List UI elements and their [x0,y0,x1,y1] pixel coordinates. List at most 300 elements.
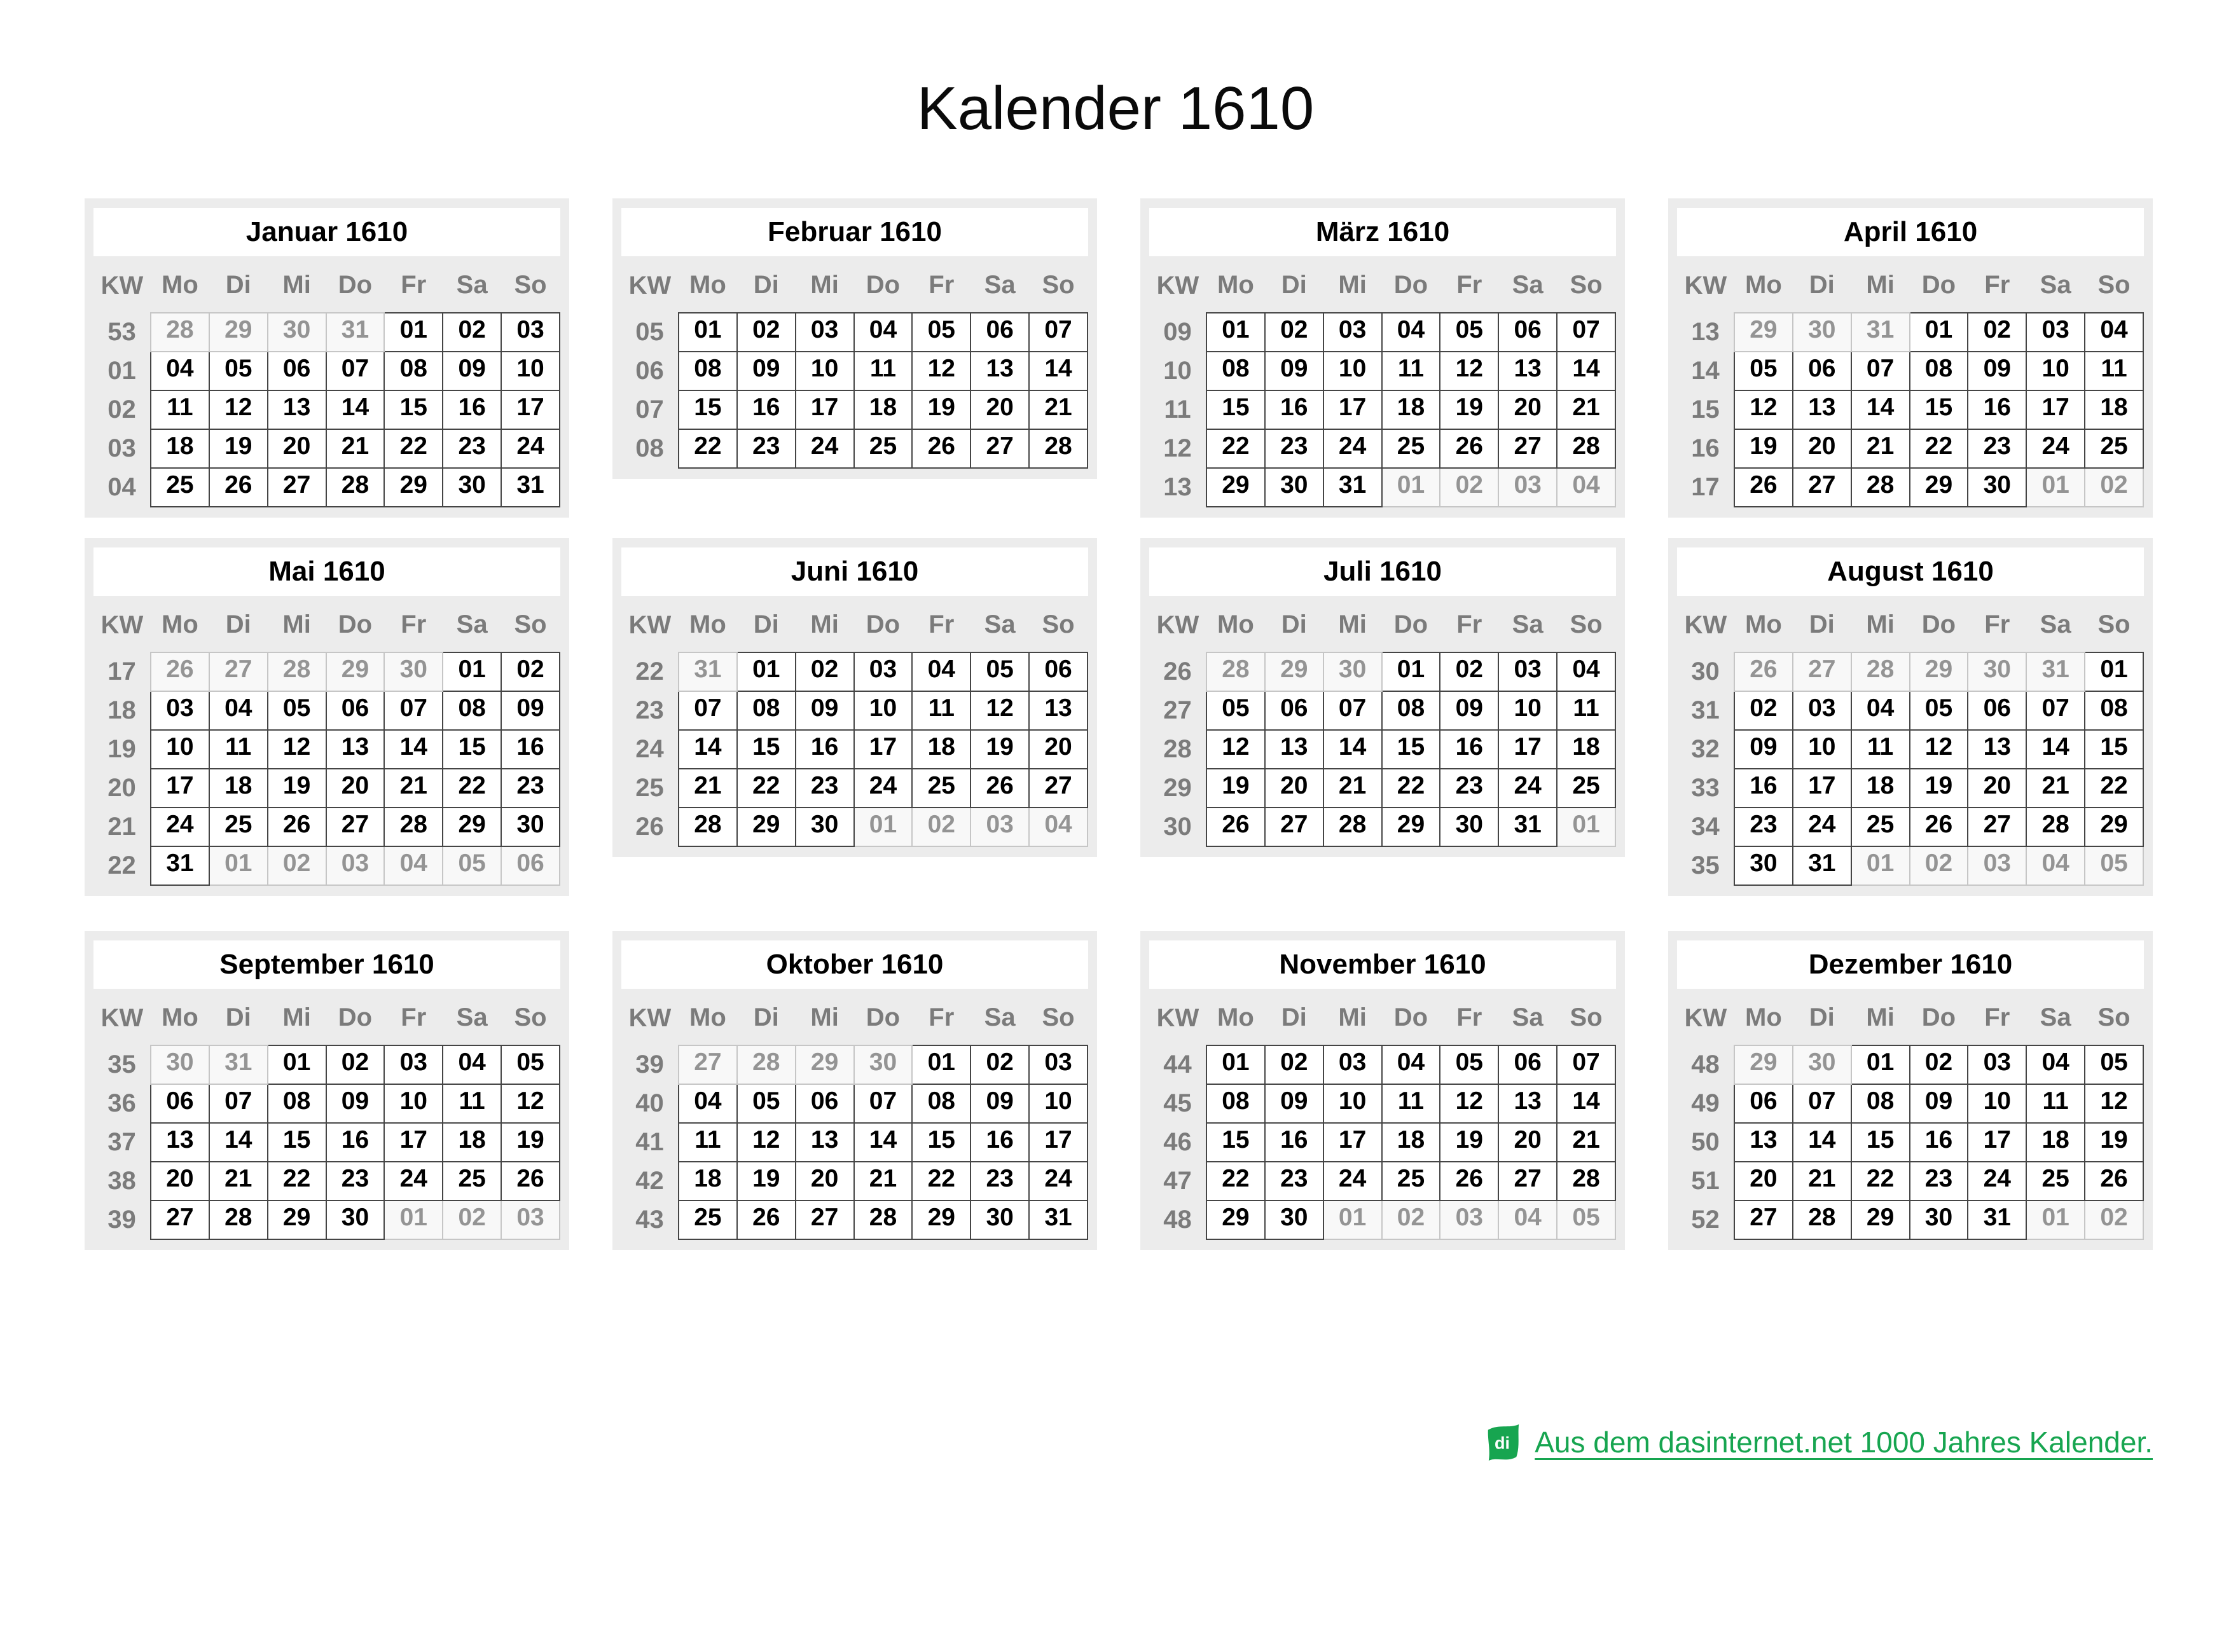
weekday-header: Mo [162,271,198,299]
day-cell: 04 [854,313,913,352]
month-table [1149,601,1616,847]
week-row [1149,769,1615,808]
day-cell: 09 [970,1084,1029,1123]
week-row [1149,1162,1615,1201]
day-cell: 12 [1910,730,1968,769]
week-row [93,652,560,691]
weekday-header: Mo [1217,1003,1254,1032]
day-cell: 20 [326,769,385,808]
day-cell: 19 [1910,769,1968,808]
kw-cell: 29 [1163,773,1192,802]
kw-cell: 27 [1163,696,1192,724]
day-cell: 13 [1734,1123,1793,1162]
day-cell: 28 [268,652,326,691]
day-cell: 05 [443,846,501,885]
weekday-header: Di [1281,610,1307,639]
day-cell: 22 [1206,429,1265,468]
day-cell: 14 [384,730,443,769]
month-table [93,994,560,1240]
day-cell: 16 [1734,769,1793,808]
day-cell: 11 [209,730,268,769]
week-row [621,1045,1088,1084]
day-cell: 22 [679,429,737,468]
day-cell: 21 [384,769,443,808]
weekday-header-row [93,261,560,313]
kw-cell: 25 [635,773,664,802]
day-cell: 13 [1968,730,2026,769]
weekday-header: Do [1393,271,1428,299]
weekday-header: Do [338,610,373,639]
weekday-header: Mo [689,610,726,639]
week-row [1677,352,2143,390]
day-cell: 05 [501,1045,560,1084]
day-cell: 03 [326,846,385,885]
month-table [1149,261,1616,507]
month-panel [1140,198,1625,518]
day-cell: 19 [268,769,326,808]
day-cell: 27 [1793,468,1851,507]
day-cell: 27 [679,1045,737,1084]
weekday-header: So [1570,610,1603,639]
footer-link[interactable]: Aus dem dasinternet.net 1000 Jahres Kalender. [1535,1426,2153,1459]
day-cell: 11 [1851,730,1910,769]
weekday-header: Sa [456,271,488,299]
day-cell: 10 [151,730,209,769]
kw-cell: 47 [1163,1166,1192,1195]
day-cell: 26 [1440,1162,1498,1201]
kw-cell: 46 [1163,1127,1192,1156]
day-cell: 01 [679,313,737,352]
day-cell: 15 [1206,1123,1265,1162]
day-cell: 25 [679,1201,737,1239]
weekday-header: Di [753,1003,779,1032]
day-cell: 12 [912,352,970,390]
day-cell: 29 [1851,1201,1910,1239]
day-cell: 29 [268,1201,326,1239]
day-cell: 07 [209,1084,268,1123]
kw-cell: 23 [635,696,664,724]
day-cell: 29 [737,808,796,846]
kw-cell: 48 [1691,1050,1720,1078]
week-row [93,1123,560,1162]
day-cell: 15 [443,730,501,769]
day-cell: 04 [1382,1045,1440,1084]
day-cell: 26 [1734,652,1793,691]
day-cell: 30 [443,468,501,507]
week-row [621,1201,1088,1239]
day-cell: 28 [1851,468,1910,507]
day-cell: 21 [209,1162,268,1201]
weekday-header: Do [1393,1003,1428,1032]
day-cell: 30 [1265,468,1323,507]
weekday-header: KW [1156,1003,1199,1032]
day-cell: 18 [1382,1123,1440,1162]
day-cell: 15 [1910,390,1968,429]
weekday-header: KW [1684,1003,1727,1032]
weekday-header: Mi [282,1003,311,1032]
day-cell: 16 [326,1123,385,1162]
day-cell: 03 [501,1201,560,1239]
weekday-header: Do [1921,610,1956,639]
day-cell: 10 [2026,352,2085,390]
day-cell: 18 [1557,730,1615,769]
weekday-header: Di [753,271,779,299]
week-row [1149,691,1615,730]
day-cell: 07 [1557,313,1615,352]
day-cell: 06 [1498,313,1557,352]
week-row [1677,691,2143,730]
weekday-header: So [1042,1003,1075,1032]
day-cell: 02 [443,313,501,352]
weekday-header: Sa [984,1003,1016,1032]
day-cell: 15 [1851,1123,1910,1162]
day-cell: 28 [384,808,443,846]
day-cell: 11 [912,691,970,730]
day-cell: 21 [1557,390,1615,429]
weekday-header: Mi [1866,1003,1895,1032]
day-cell: 03 [1323,313,1382,352]
kw-cell: 04 [107,472,136,501]
weekday-header: Fr [401,610,427,639]
day-cell: 01 [854,808,913,846]
kw-cell: 17 [1691,472,1720,501]
day-cell: 06 [970,313,1029,352]
day-cell: 15 [679,390,737,429]
day-cell: 15 [268,1123,326,1162]
weekday-header: Fr [929,1003,955,1032]
weekday-header: Mi [1338,271,1367,299]
day-cell: 30 [326,1201,385,1239]
month-panel [85,931,569,1250]
kw-cell: 11 [1164,395,1191,423]
day-cell: 08 [1206,352,1265,390]
day-cell: 19 [1440,1123,1498,1162]
day-cell: 17 [1029,1123,1088,1162]
day-cell: 26 [912,429,970,468]
day-cell: 05 [1910,691,1968,730]
weekday-header: Sa [456,1003,488,1032]
day-cell: 02 [737,313,796,352]
weekday-header: Do [338,271,373,299]
day-cell: 09 [1265,1084,1323,1123]
day-cell: 29 [443,808,501,846]
day-cell: 30 [1793,1045,1851,1084]
day-cell: 23 [1968,429,2026,468]
day-cell: 27 [1734,1201,1793,1239]
weekday-header: Sa [2040,1003,2071,1032]
day-cell: 08 [268,1084,326,1123]
day-cell: 21 [2026,769,2085,808]
day-cell: 01 [443,652,501,691]
weekday-header: Fr [1456,1003,1482,1032]
kw-cell: 38 [107,1166,136,1195]
day-cell: 01 [268,1045,326,1084]
day-cell: 21 [854,1162,913,1201]
day-cell: 07 [1029,313,1088,352]
week-row [1677,1201,2143,1239]
day-cell: 04 [443,1045,501,1084]
weekday-header: Do [1393,610,1428,639]
day-cell: 31 [1029,1201,1088,1239]
day-cell: 08 [737,691,796,730]
day-cell: 08 [1851,1084,1910,1123]
day-cell: 10 [1968,1084,2026,1123]
day-cell: 19 [209,429,268,468]
kw-cell: 22 [635,657,664,685]
day-cell: 27 [970,429,1029,468]
weekday-header-row [93,994,560,1045]
day-cell: 17 [1498,730,1557,769]
day-cell: 02 [1910,1045,1968,1084]
weekday-header: Fr [929,271,955,299]
day-cell: 28 [209,1201,268,1239]
weekday-header: Fr [1984,271,2010,299]
day-cell: 20 [796,1162,854,1201]
week-row [93,1162,560,1201]
week-row [1149,808,1615,846]
day-cell: 24 [2026,429,2085,468]
day-cell: 22 [912,1162,970,1201]
week-row [621,1162,1088,1201]
weekday-header: Fr [401,271,427,299]
day-cell: 13 [1498,352,1557,390]
day-cell: 30 [1265,1201,1323,1239]
month-table [1149,994,1616,1240]
day-cell: 04 [384,846,443,885]
day-cell: 10 [384,1084,443,1123]
day-cell: 26 [1440,429,1498,468]
month-title: Januar 1610 [93,208,560,256]
day-cell: 17 [1968,1123,2026,1162]
weekday-header: Mi [810,271,839,299]
week-row [621,730,1088,769]
day-cell: 01 [1851,1045,1910,1084]
weekday-header: Mi [1866,271,1895,299]
week-row [93,390,560,429]
day-cell: 20 [1793,429,1851,468]
weekday-header: Do [866,610,901,639]
day-cell: 03 [796,313,854,352]
weekday-header: Mi [1866,610,1895,639]
kw-cell: 26 [635,812,664,841]
day-cell: 11 [2085,352,2143,390]
kw-cell: 31 [1691,696,1720,724]
kw-cell: 01 [107,356,136,385]
kw-cell: 33 [1691,773,1720,802]
day-cell: 31 [1968,1201,2026,1239]
day-cell: 06 [1265,691,1323,730]
month-title: Juni 1610 [621,547,1088,596]
day-cell: 26 [737,1201,796,1239]
day-cell: 06 [326,691,385,730]
day-cell: 07 [2026,691,2085,730]
kw-cell: 12 [1163,434,1192,462]
day-cell: 02 [1265,1045,1323,1084]
weekday-header: Di [753,610,779,639]
day-cell: 04 [151,352,209,390]
day-cell: 27 [1968,808,2026,846]
day-cell: 24 [1323,1162,1382,1201]
day-cell: 24 [1793,808,1851,846]
week-row [93,1201,560,1239]
day-cell: 09 [1440,691,1498,730]
weekday-header: KW [1684,271,1727,299]
day-cell: 24 [1029,1162,1088,1201]
day-cell: 15 [737,730,796,769]
day-cell: 28 [1793,1201,1851,1239]
week-row [1677,769,2143,808]
day-cell: 06 [501,846,560,885]
day-cell: 22 [2085,769,2143,808]
day-cell: 12 [1206,730,1265,769]
day-cell: 27 [1265,808,1323,846]
day-cell: 31 [1498,808,1557,846]
kw-cell: 36 [107,1089,136,1117]
day-cell: 03 [1498,652,1557,691]
week-row [1677,313,2143,352]
day-cell: 12 [737,1123,796,1162]
month-title: September 1610 [93,940,560,989]
weekday-header-row [93,601,560,652]
month-table [93,261,560,507]
month-panel [1140,538,1625,857]
day-cell: 25 [151,468,209,507]
day-cell: 02 [2085,1201,2143,1239]
day-cell: 27 [1029,769,1088,808]
week-row [93,313,560,352]
kw-cell: 08 [635,434,664,462]
kw-cell: 17 [107,657,136,685]
day-cell: 01 [1206,313,1265,352]
day-cell: 05 [970,652,1029,691]
day-cell: 09 [443,352,501,390]
day-cell: 14 [1323,730,1382,769]
day-cell: 28 [326,468,385,507]
day-cell: 30 [501,808,560,846]
day-cell: 09 [326,1084,385,1123]
kw-cell: 20 [107,773,136,802]
kw-cell: 18 [107,696,136,724]
day-cell: 18 [2026,1123,2085,1162]
kw-cell: 06 [635,356,664,385]
day-cell: 25 [443,1162,501,1201]
kw-cell: 35 [107,1050,136,1078]
day-cell: 09 [1910,1084,1968,1123]
month-title: Dezember 1610 [1677,940,2144,989]
day-cell: 16 [501,730,560,769]
day-cell: 02 [268,846,326,885]
day-cell: 27 [1498,429,1557,468]
month-title: Mai 1610 [93,547,560,596]
day-cell: 19 [2085,1123,2143,1162]
day-cell: 05 [2085,846,2143,885]
day-cell: 21 [326,429,385,468]
day-cell: 04 [209,691,268,730]
week-row [1149,352,1615,390]
day-cell: 27 [209,652,268,691]
day-cell: 09 [1968,352,2026,390]
day-cell: 28 [1206,652,1265,691]
day-cell: 17 [151,769,209,808]
day-cell: 15 [1206,390,1265,429]
day-cell: 30 [1440,808,1498,846]
day-cell: 01 [1851,846,1910,885]
kw-cell: 34 [1691,812,1720,841]
day-cell: 24 [1498,769,1557,808]
weekday-header: Sa [984,610,1016,639]
day-cell: 29 [1382,808,1440,846]
kw-cell: 41 [635,1127,664,1156]
day-cell: 26 [209,468,268,507]
month-panel [1668,538,2153,896]
day-cell: 14 [1557,352,1615,390]
day-cell: 09 [737,352,796,390]
month-title: April 1610 [1677,208,2144,256]
week-row [1149,1084,1615,1123]
day-cell: 10 [796,352,854,390]
day-cell: 29 [1734,313,1793,352]
day-cell: 01 [1382,652,1440,691]
week-row [621,1084,1088,1123]
day-cell: 17 [796,390,854,429]
week-row [1677,390,2143,429]
day-cell: 21 [1851,429,1910,468]
day-cell: 23 [1440,769,1498,808]
day-cell: 20 [1265,769,1323,808]
day-cell: 25 [854,429,913,468]
day-cell: 16 [796,730,854,769]
day-cell: 07 [1557,1045,1615,1084]
day-cell: 14 [1029,352,1088,390]
day-cell: 29 [1910,468,1968,507]
day-cell: 31 [679,652,737,691]
day-cell: 06 [1968,691,2026,730]
day-cell: 01 [209,846,268,885]
day-cell: 23 [1910,1162,1968,1201]
kw-cell: 39 [635,1050,664,1078]
kw-cell: 42 [635,1166,664,1195]
day-cell: 30 [1793,313,1851,352]
day-cell: 05 [1734,352,1793,390]
day-cell: 29 [209,313,268,352]
day-cell: 20 [1498,390,1557,429]
weekday-header-row [621,601,1088,652]
kw-cell: 40 [635,1089,664,1117]
weekday-header: Sa [1512,1003,1544,1032]
day-cell: 30 [151,1045,209,1084]
day-cell: 26 [151,652,209,691]
day-cell: 30 [1323,652,1382,691]
kw-cell: 21 [107,812,136,841]
day-cell: 07 [326,352,385,390]
week-row [1677,652,2143,691]
weekday-header: KW [1156,610,1199,639]
day-cell: 11 [151,390,209,429]
day-cell: 06 [1734,1084,1793,1123]
day-cell: 09 [1265,352,1323,390]
day-cell: 16 [737,390,796,429]
day-cell: 27 [268,468,326,507]
week-row [93,808,560,846]
day-cell: 20 [1498,1123,1557,1162]
footer [1485,1422,2153,1463]
day-cell: 02 [1265,313,1323,352]
kw-cell: 26 [1163,657,1192,685]
day-cell: 14 [854,1123,913,1162]
day-cell: 23 [326,1162,385,1201]
day-cell: 03 [1323,1045,1382,1084]
week-row [93,1084,560,1123]
